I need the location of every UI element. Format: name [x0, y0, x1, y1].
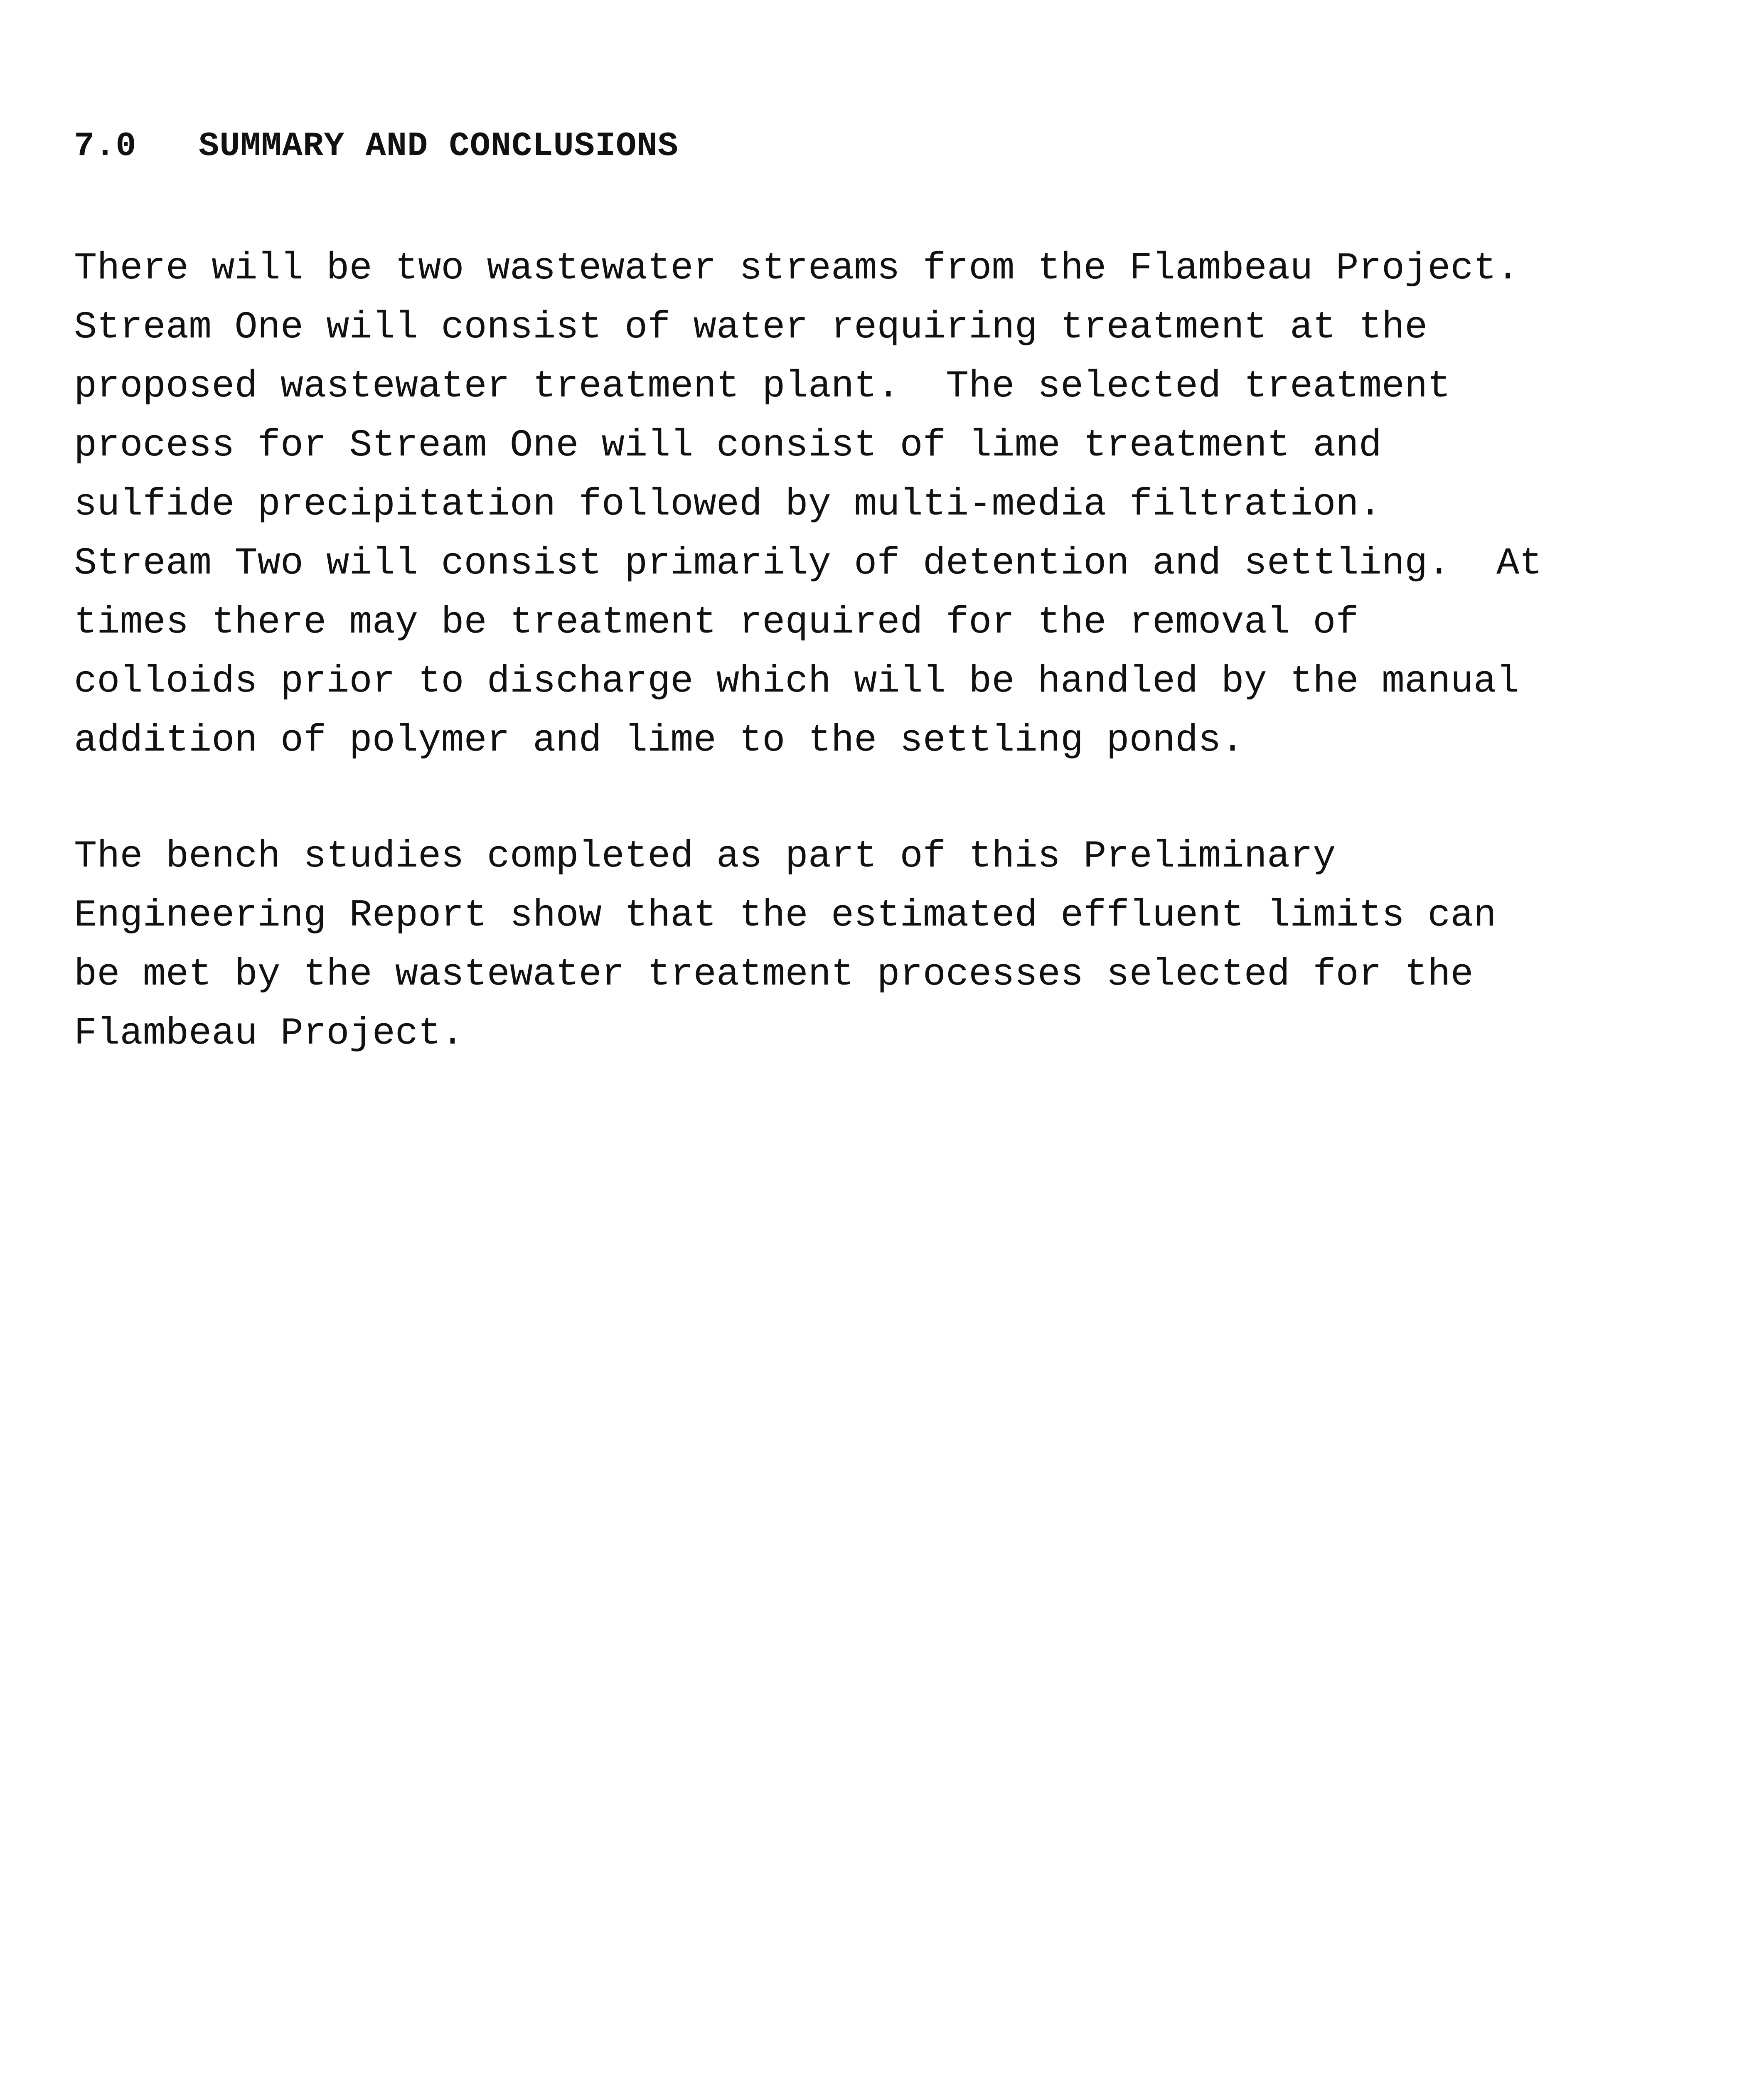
conclusion-paragraph	[74, 827, 1695, 1063]
paragraph-line: The bench studies completed as part of this Preliminary	[74, 835, 1336, 878]
paragraph-line: Stream One will consist of water requiring treatment at the	[74, 305, 1428, 349]
paragraph-line: process for Stream One will consist of lime treatment and	[74, 423, 1382, 467]
section-heading	[74, 127, 679, 165]
summary-paragraph	[74, 239, 1695, 770]
paragraph-line: There will be two wastewater streams from the Flambeau Project.	[74, 246, 1520, 290]
paragraph-line: be met by the wastewater treatment processes selected for the	[74, 953, 1474, 996]
paragraph-line: times there may be treatment required for the removal of	[74, 601, 1359, 644]
paragraph-line: sulfide precipitation followed by multi-media filtration.	[74, 483, 1382, 526]
paragraph-line: colloids prior to discharge which will be handled by the manual	[74, 660, 1520, 703]
section-number: 7.0	[74, 127, 137, 165]
paragraph-line: Flambeau Project.	[74, 1012, 464, 1055]
paragraph-line: addition of polymer and lime to the settling ponds.	[74, 719, 1244, 762]
paragraph-line: Engineering Report show that the estimated effluent limits can	[74, 894, 1496, 937]
section-title: SUMMARY AND CONCLUSIONS	[199, 127, 679, 165]
paragraph-line: Stream Two will consist primarily of detention and settling. At	[74, 542, 1543, 585]
paragraph-line: proposed wastewater treatment plant. The selected treatment	[74, 364, 1451, 408]
